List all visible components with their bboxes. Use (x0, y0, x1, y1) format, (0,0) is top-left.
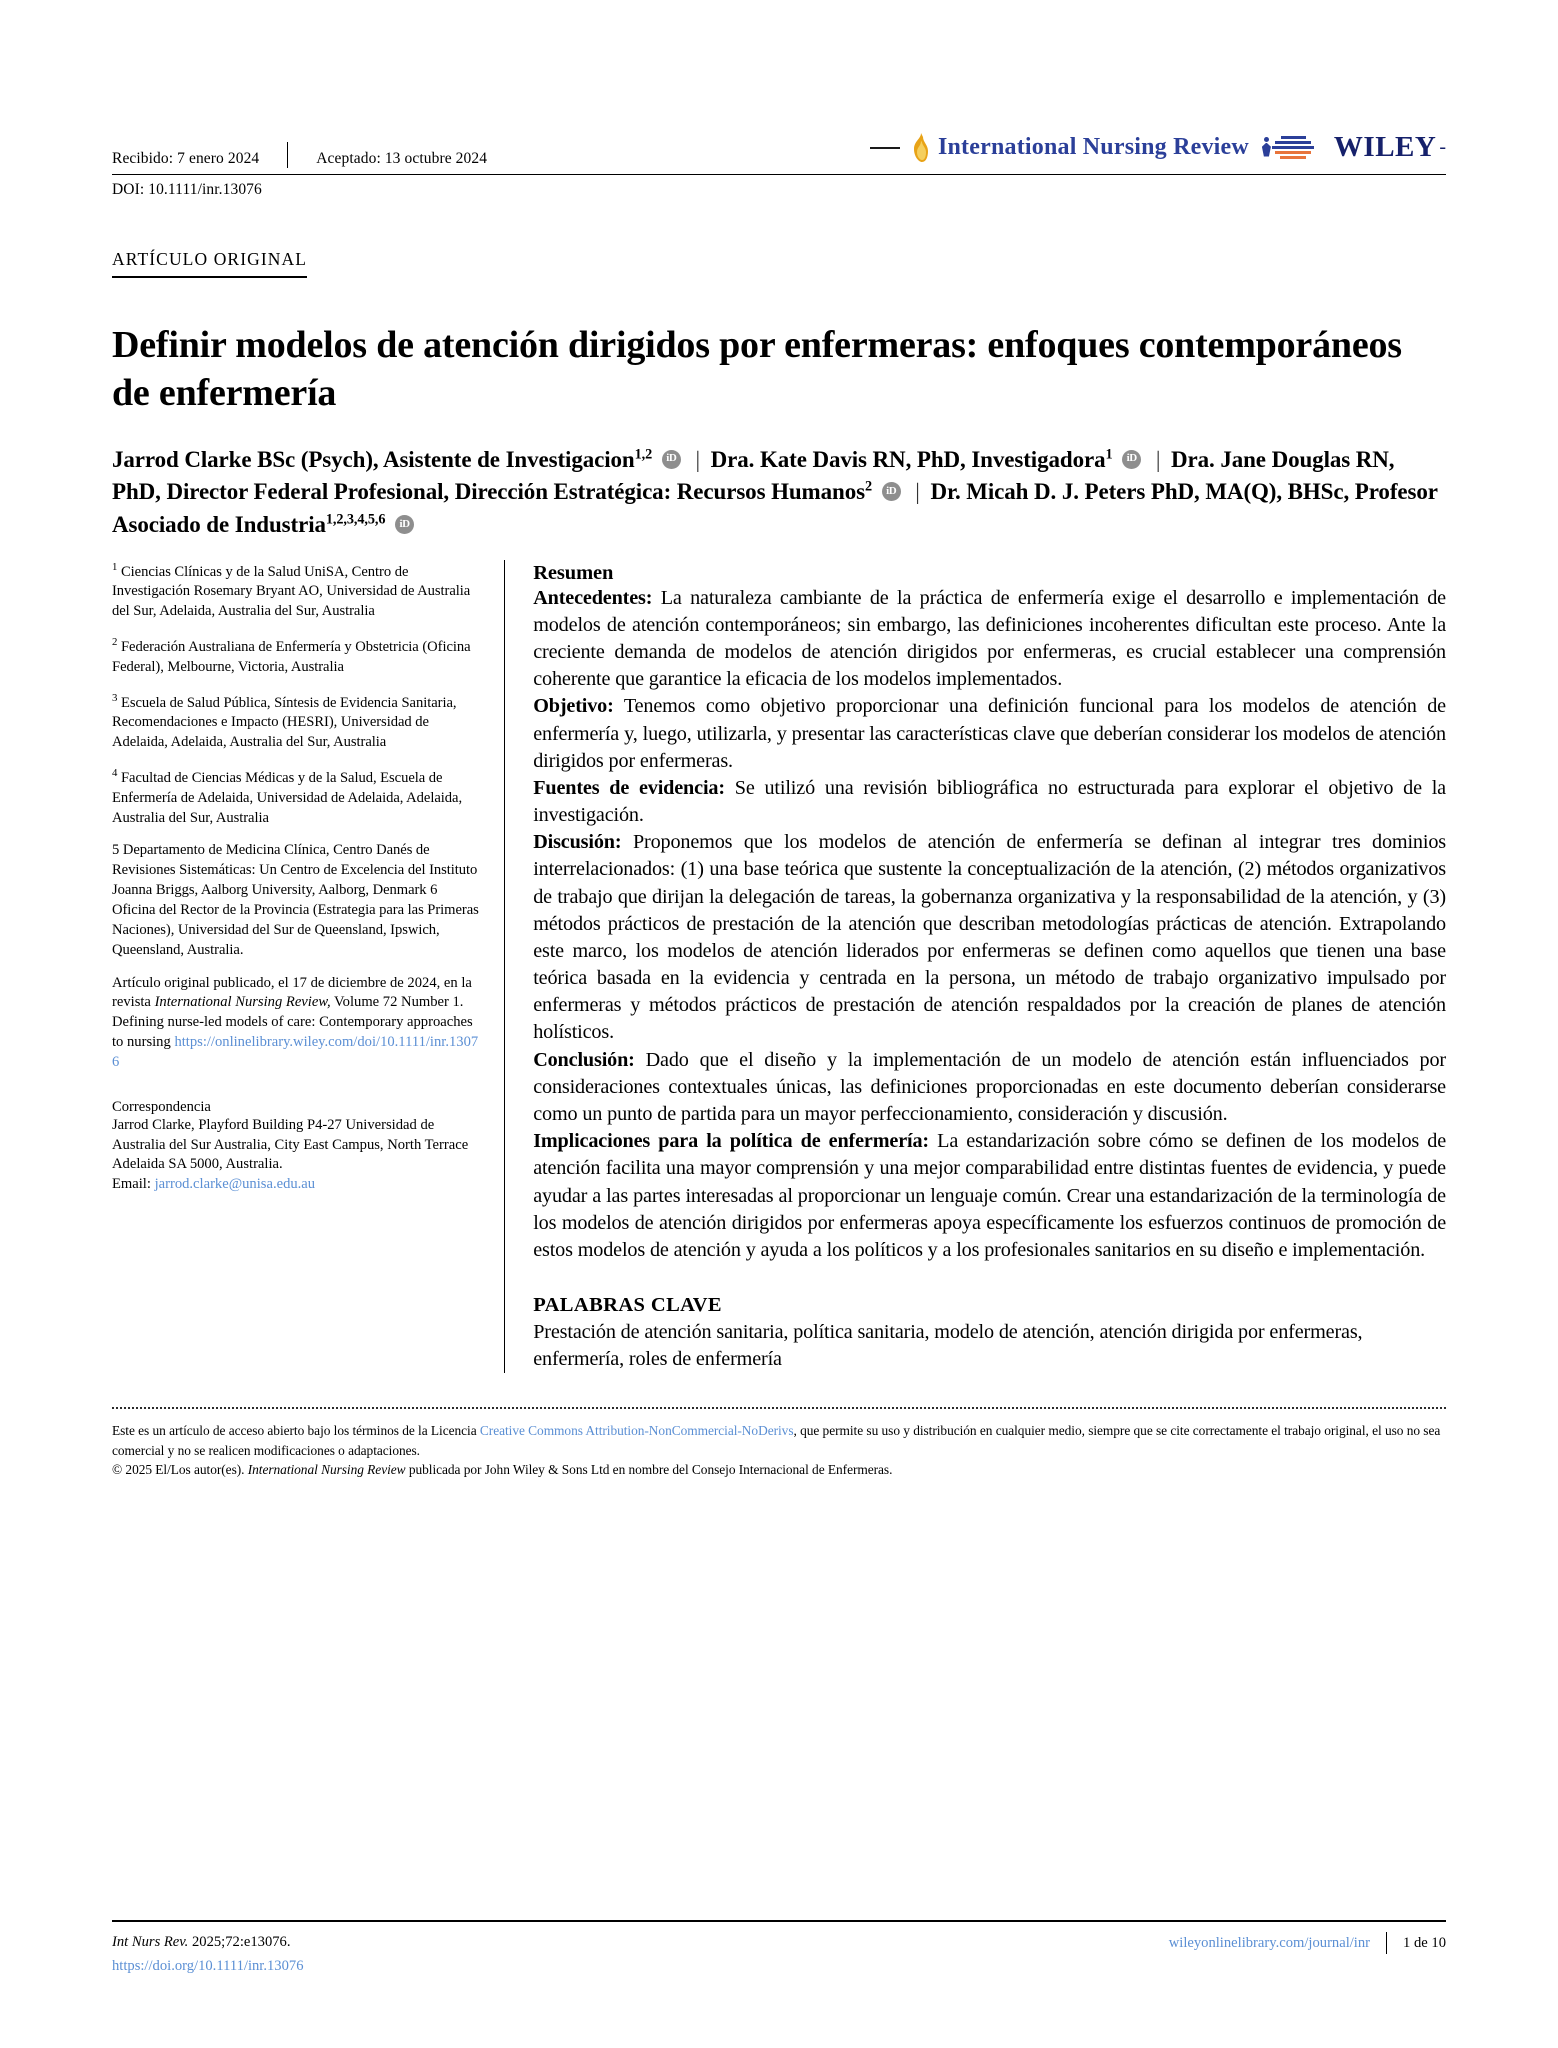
bars-icon (1272, 136, 1314, 160)
license-notice (112, 1407, 1446, 1479)
copyright-journal: International Nursing Review (247, 1461, 406, 1477)
abstract-section (533, 775, 1446, 829)
author-separator: | (1155, 446, 1161, 472)
original-note-journal: International Nursing Review, (154, 994, 331, 1011)
abstract-section-label: Conclusión: (533, 1048, 635, 1071)
original-article-link[interactable]: https://onlinelibrary.wiley.com/doi/10.1111/inr.13076 (112, 1034, 479, 1070)
affiliation-item (112, 691, 480, 753)
email-label: Email: (112, 1176, 155, 1193)
journal-branding (870, 131, 1446, 164)
affiliation-text: 5 Departamento de Medicina Clínica, Centro Danés de Revisiones Sistemáticas: Un Centro de Excelencia del Instituto Joanna Briggs, Aalborg University, Aalborg, Denmark 6 Oficina del Rector de la Provincia (Estrategia para las Primeras Naciones), Universidad del Sur de Queensland, Ipswich, Queensland, Australia. (112, 842, 479, 958)
page-footer (112, 1920, 1446, 1978)
abstract-section-label: Objetivo: (533, 695, 614, 718)
body-columns (112, 560, 1446, 1374)
abstract-section (533, 1128, 1446, 1264)
abstract-section-label: Implicaciones para la política de enfermería: (533, 1130, 930, 1153)
author-separator: | (915, 479, 920, 505)
author-list (112, 444, 1446, 542)
keywords-heading: PALABRAS CLAVE (533, 1294, 722, 1317)
abstract-section (533, 1047, 1446, 1129)
received-date: Recibido: 7 enero 2024 (112, 150, 260, 167)
author-name-2: Dra. Kate Davis RN, PhD, Investigadora (710, 446, 1106, 472)
citation-journal-abbrev: Int Nurs Rev. (112, 1934, 189, 1951)
flame-icon (910, 133, 930, 163)
affiliation-number: 4 (112, 767, 118, 780)
author-separator: | (695, 446, 700, 472)
doi-line: DOI: 10.1111/inr.13076 (112, 181, 262, 198)
affiliation-number: 1 (112, 560, 118, 573)
footer-citation (112, 1931, 304, 1978)
abstract-section (533, 585, 1446, 694)
article-type-label: ARTÍCULO ORIGINAL (112, 249, 307, 278)
affiliation-item (112, 635, 480, 678)
brand-rule (870, 147, 900, 149)
doi-link[interactable]: https://doi.org/10.1111/inr.13076 (112, 1957, 304, 1974)
footer-vertical-divider (1386, 1932, 1387, 1954)
copyright-end: publicada por John Wiley & Sons Ltd en nombre del Consejo Internacional de Enfermeras. (405, 1461, 893, 1477)
abstract-heading: Resumen (533, 561, 614, 584)
abstract-section-text: Dado que el diseño y la implementación de un modelo de atención están influenciados por consideraciones contextuales únicas, las definiciones proporcionadas en este documento deberían considerarse como un punto de partida para un mayor perfeccionamiento, consideración y discusión. (533, 1048, 1446, 1125)
license-text-end: , que permite su uso y distribución en cualquier medio, siempre que se cite correctamente el trabajo original, el uso no sea comercial y no se realicen modificaciones o adaptaciones. (112, 1423, 1441, 1458)
abstract-section (533, 829, 1446, 1046)
email-link[interactable]: jarrod.clarke@unisa.edu.au (154, 1176, 316, 1193)
wiley-logo (1334, 131, 1436, 164)
icn-logo (1261, 136, 1314, 160)
accepted-date: Aceptado: 13 octubre 2024 (316, 150, 488, 167)
abstract-section-text: Proponemos que los modelos de atención de enfermería se definan al integrar tres dominios interrelacionados: (1) una base teórica que sustente la conceptualización de la atención, (2) métodos organizativos de trabajo que dirijan la delegación de tareas, la gobernanza organizativa y la responsabilidad de la atención, y (3) métodos prácticos de prestación de la atención que describan metodologías prácticas de atención. Extrapolando este marco, los modelos de atención liderados por enfermeras se definen como aquellos que tienen una base teórica basada en la evidencia y centrada en la persona, un método de trabajo organizativo impulsado por enfermeras y métodos prácticos de prestación de atención respaldados por la creación de planes de atención holísticos. (533, 831, 1446, 1044)
wiley-logo-text: WILEY (1333, 131, 1437, 163)
submission-dates (112, 137, 487, 168)
date-divider (287, 142, 288, 168)
affiliation-item (112, 766, 480, 828)
original-note-part1: Artículo original publicado, el 17 de diciembre de 2024, en la revista (112, 974, 472, 1011)
page-title: Definir modelos de atención dirigidos por enfermeras: enfoques contemporáneos de enfermería (112, 324, 1402, 414)
author-affil-ref-2: 1 (1105, 446, 1113, 463)
affiliation-text: Ciencias Clínicas y de la Salud UniSA, Centro de Investigación Rosemary Bryant AO, Universidad de Australia del Sur, Adelaida, Australia del Sur, Australia (112, 563, 471, 620)
author-affil-ref-1: 1,2 (634, 446, 653, 463)
abstract-section-text: La estandarización sobre cómo se definen de los modelos de atención facilita una mayor comprensión y una mejor comparabilidad entre distintas fuentes de evidencia, y puede ayudar a las partes interesadas al proporcionar un lenguaje común. Crear una estandarización de la terminología de los modelos de atención dirigidos por enfermeras apoya específicamente los esfuerzos continuos de promoción de estos modelos de atención y ayuda a los políticos y a los profesionales sanitarios en su diseño e implementación. (533, 1130, 1447, 1261)
orcid-icon[interactable] (662, 450, 681, 469)
affiliation-item (112, 841, 480, 960)
affiliation-number: 3 (112, 691, 118, 704)
affiliation-number: 2 (112, 636, 118, 649)
page-header (112, 0, 1446, 168)
original-note-part2: Volume 72 Number 1. Defining nurse-led models of care: Contemporary approaches to nursing (112, 994, 473, 1051)
copyright-start: © 2025 El/Los autor(es). (112, 1461, 248, 1477)
orcid-icon[interactable] (395, 515, 414, 534)
person-icon (1261, 137, 1272, 159)
page-number: 1 de 10 (1403, 1934, 1446, 1951)
affiliation-text: Escuela de Salud Pública, Síntesis de Evidencia Sanitaria, Recomendaciones e Impacto (HESRI), Universidad de Adelaida, Adelaida, Australia del Sur, Australia (112, 694, 457, 751)
footer-divider (112, 1920, 1446, 1922)
correspondence-heading: Correspondencia (112, 1098, 211, 1115)
abstract-section (533, 693, 1446, 775)
author-name-3: Dra. Jane Douglas RN, PhD, Director Federal Profesional, Dirección Estratégica: Recursos Humanos (112, 446, 1395, 505)
abstract-section-text: La naturaleza cambiante de la práctica de enfermería exige el desarrollo e implementación de modelos de atención contemporáneos; sin embargo, las definiciones incoherentes dificultan este proceso. Ante la creciente demanda de modelos de atención dirigidos por enfermeras, es crucial establecer una comprensión coherente que garantice la eficacia de los modelos implementados. (533, 586, 1446, 691)
abstract-column (505, 560, 1446, 1374)
correspondence-address: Jarrod Clarke, Playford Building P4-27 Universidad de Australia del Sur Australia, City East Campus, North Terrace Adelaida SA 5000, Australia. (112, 1116, 469, 1173)
citation-details: 2025;72:e13076. (188, 1934, 291, 1951)
author-affil-ref-4: 1,2,3,4,5,6 (325, 511, 386, 528)
affiliation-text: Federación Australiana de Enfermería y Obstetricia (Oficina Federal), Melbourne, Victoria, Australia (112, 638, 471, 675)
abstract-section-label: Discusión: (533, 831, 622, 854)
correspondence-body (112, 1116, 480, 1195)
license-text-start: Este es un artículo de acceso abierto bajo los términos de la Licencia (112, 1423, 480, 1439)
affiliation-item (112, 560, 480, 622)
affiliation-text: Facultad de Ciencias Médicas y de la Salud, Escuela de Enfermería de Adelaida, Universidad de Adelaida, Adelaida, Australia del Sur, Australia (112, 769, 463, 826)
affiliations-column (112, 560, 504, 1374)
journal-title: International Nursing Review (937, 134, 1249, 160)
abstract-section-label: Fuentes de evidencia: (533, 776, 725, 799)
abstract-section-label: Antecedentes: (533, 586, 653, 609)
author-name-4: Dr. Micah D. J. Peters PhD, MA(Q), BHSc, Profesor Asociado de Industria (112, 479, 1438, 538)
original-publication-note (112, 974, 480, 1073)
footer-meta (1169, 1931, 1446, 1954)
license-link[interactable]: Creative Commons Attribution-NonCommercial-NoDerivs (479, 1423, 794, 1439)
abstract-section-text: Tenemos como objetivo proporcionar una definición funcional para los modelos de atención de enfermería y, luego, utilizarla, y presentar las características clave que deberían considerar los modelos de atención dirigidos por enfermeras. (533, 695, 1446, 772)
orcid-icon[interactable] (882, 482, 901, 501)
author-affil-ref-3: 2 (864, 478, 872, 495)
keywords-list: Prestación de atención sanitaria, política sanitaria, modelo de atención, atención dirigida por enfermeras, enfermería, roles de enfermería (533, 1321, 1363, 1371)
abstract-section-text: Se utilizó una revisión bibliográfica no estructurada para explorar el objetivo de la investigación. (533, 776, 1446, 827)
wiley-dash: - (1439, 136, 1446, 158)
author-name-1: Jarrod Clarke BSc (Psych), Asistente de Investigacion (112, 446, 635, 472)
journal-site-link[interactable]: wileyonlinelibrary.com/journal/inr (1168, 1934, 1371, 1951)
orcid-icon[interactable] (1122, 450, 1141, 469)
